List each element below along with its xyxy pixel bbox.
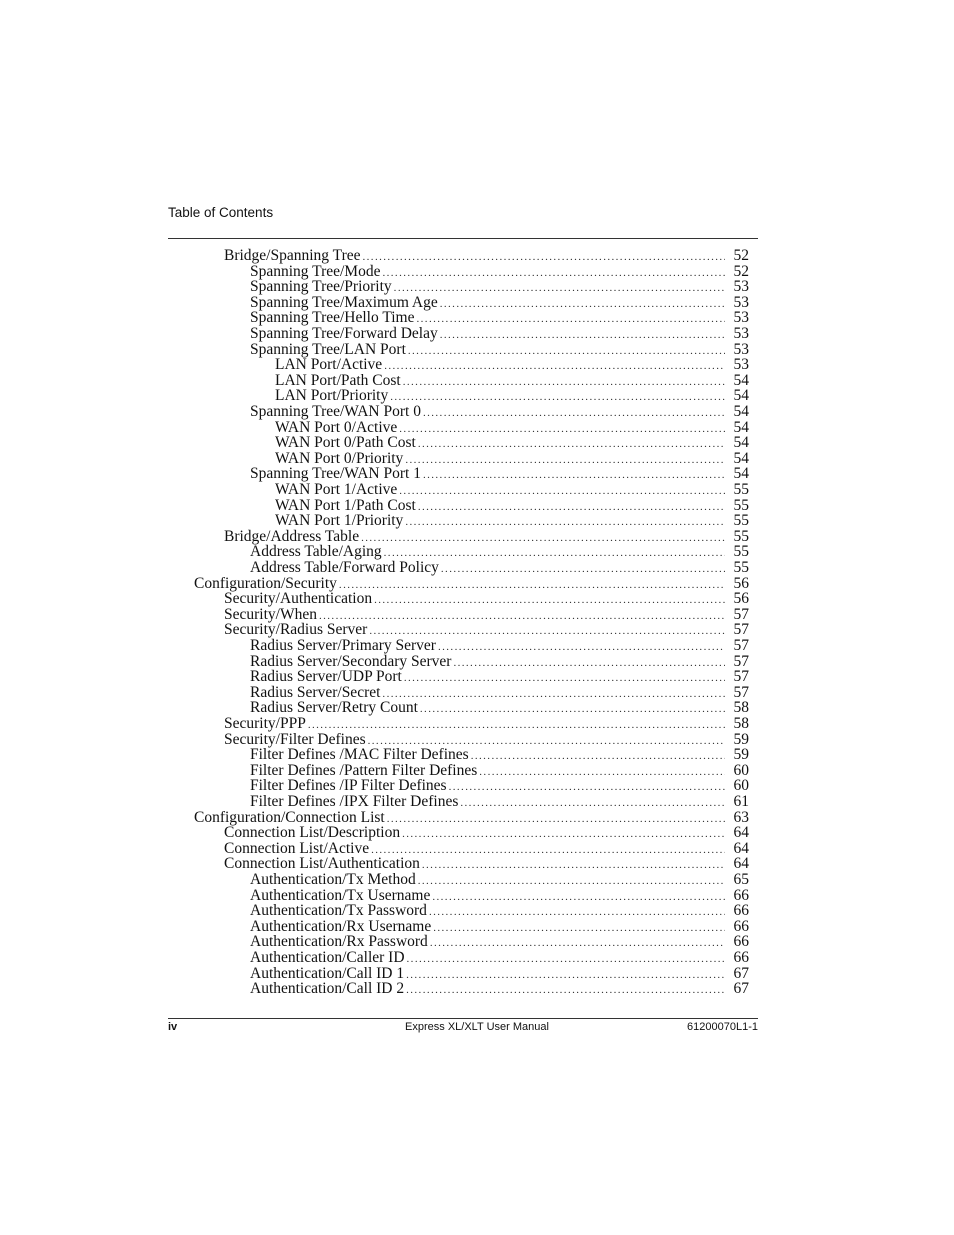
toc-entry-page: 64: [733, 855, 749, 873]
toc-entry[interactable]: [224, 856, 749, 872]
toc-dot-leader: [417, 311, 726, 327]
toc-entry[interactable]: [250, 700, 749, 716]
toc-entry-label: Radius Server/Primary Server: [250, 637, 436, 654]
toc-dot-leader: [440, 327, 725, 343]
toc-dot-leader: [449, 779, 725, 795]
toc-dot-leader: [441, 561, 725, 577]
toc-dot-leader: [418, 873, 725, 889]
toc-entry-label: Connection List/Authentication: [224, 855, 420, 873]
toc-entry-label: Authentication/Call ID 2: [250, 980, 405, 998]
toc-dot-leader: [440, 296, 725, 312]
toc-entry[interactable]: [224, 529, 749, 545]
toc-entry-page: 66: [733, 917, 749, 935]
toc-entry[interactable]: [224, 622, 749, 638]
toc-dot-leader: [361, 530, 725, 546]
toc-entry[interactable]: [250, 950, 749, 966]
toc-dot-leader: [399, 421, 725, 437]
toc-entry-page: 59: [733, 730, 749, 748]
toc-entry-label: Filter Defines /MAC Filter Defines: [250, 746, 469, 764]
toc-entry[interactable]: [250, 404, 749, 420]
toc-entry[interactable]: [275, 482, 749, 498]
toc-entry-page: 53: [733, 293, 749, 311]
toc-dot-leader: [471, 748, 725, 764]
toc-entry-page: 66: [733, 933, 749, 951]
toc-dot-leader: [394, 280, 725, 296]
toc-entry[interactable]: [250, 560, 749, 576]
toc-dot-leader: [422, 857, 725, 873]
toc-entry[interactable]: [250, 747, 749, 763]
toc-entry-label: LAN Port/Priority: [275, 387, 389, 405]
toc-entry-label: WAN Port 0/Priority: [275, 449, 404, 467]
toc-entry[interactable]: [275, 420, 749, 436]
toc-entry[interactable]: [250, 654, 749, 670]
toc-entry-label: Configuration/Connection List: [194, 808, 385, 826]
toc-entry[interactable]: [275, 435, 749, 451]
toc-dot-leader: [423, 405, 725, 421]
footer-manual-title: Express XL/XLT User Manual: [405, 1021, 549, 1033]
toc-entry-label: Bridge/Spanning Tree: [224, 247, 361, 264]
toc-dot-leader: [420, 701, 725, 717]
toc-entry-page: 57: [733, 605, 749, 623]
toc-dot-leader: [438, 639, 725, 655]
toc-entry-page: 58: [733, 715, 749, 732]
toc-entry[interactable]: [250, 888, 749, 904]
toc-entry-label: Spanning Tree/Priority: [250, 278, 392, 296]
toc-entry-page: 56: [733, 590, 749, 608]
toc-entry-label: WAN Port 1/Priority: [275, 512, 404, 530]
toc-entry-label: Connection List/Active: [224, 839, 370, 857]
toc-entry-label: Spanning Tree/Hello Time: [250, 309, 415, 327]
toc-entry-page: 54: [733, 403, 749, 420]
toc-entry[interactable]: [250, 981, 749, 997]
toc-dot-leader: [374, 592, 725, 608]
toc-entry[interactable]: [250, 778, 749, 794]
toc-entry-page: 65: [733, 871, 749, 888]
toc-dot-leader: [430, 935, 725, 951]
toc-entry-label: Address Table/Aging: [250, 543, 382, 561]
toc-entry-label: LAN Port/Active: [275, 356, 383, 374]
toc-entry-page: 53: [733, 340, 749, 358]
toc-entry-page: 66: [733, 902, 749, 920]
toc-entry-label: Filter Defines /Pattern Filter Defines: [250, 761, 478, 779]
toc-entry-page: 58: [733, 699, 749, 717]
toc-dot-leader: [390, 389, 725, 405]
toc-entry-page: 54: [733, 434, 749, 452]
toc-entry[interactable]: [224, 732, 749, 748]
toc-entry-page: 52: [733, 247, 749, 264]
toc-entry-page: 52: [733, 262, 749, 280]
toc-entry-label: Spanning Tree/Forward Delay: [250, 325, 438, 342]
toc-entry[interactable]: [250, 295, 749, 311]
toc-dot-leader: [319, 608, 725, 624]
toc-entry-page: 55: [733, 559, 749, 576]
toc-dot-leader: [418, 499, 725, 515]
toc-dot-leader: [405, 514, 725, 530]
toc-entry-page: 64: [733, 824, 749, 842]
toc-entry-label: Authentication/Rx Password: [250, 933, 428, 951]
toc-entry-page: 60: [733, 777, 749, 795]
toc-entry-page: 53: [733, 309, 749, 327]
toc-entry[interactable]: [224, 607, 749, 623]
toc-entry-page: 54: [733, 387, 749, 405]
toc-entry[interactable]: [224, 248, 749, 264]
toc-entry-page: 60: [733, 761, 749, 779]
toc-entry-label: LAN Port/Path Cost: [275, 371, 401, 389]
toc-entry-label: Radius Server/Retry Count: [250, 699, 418, 717]
footer-page-number: iv: [168, 1021, 178, 1033]
toc-entry-label: Address Table/Forward Policy: [250, 559, 439, 576]
toc-entry-page: 63: [733, 808, 749, 826]
toc-entry[interactable]: [250, 794, 749, 810]
toc-entry-label: Authentication/Caller ID: [250, 949, 405, 966]
toc-entry[interactable]: [250, 264, 749, 280]
toc-entry-label: WAN Port 1/Active: [275, 481, 398, 498]
toc-entry-label: Spanning Tree/WAN Port 0: [250, 403, 421, 420]
toc-entry-label: Authentication/Tx Password: [250, 902, 427, 920]
toc-entry[interactable]: [250, 903, 749, 919]
toc-dot-leader: [399, 483, 725, 499]
toc-entry[interactable]: [275, 513, 749, 529]
footer-doc-number: 61200070L1-1: [687, 1021, 758, 1033]
toc-dot-leader: [382, 265, 725, 281]
toc-dot-leader: [363, 249, 726, 265]
toc-entry[interactable]: [250, 466, 749, 482]
toc-entry-label: Authentication/Tx Method: [250, 871, 416, 888]
toc-dot-leader: [404, 670, 725, 686]
toc-dot-leader: [406, 982, 725, 998]
toc-dot-leader: [432, 889, 725, 905]
toc-entry-label: Radius Server/Secret: [250, 683, 381, 701]
toc-entry[interactable]: [250, 919, 749, 935]
page-header-title: Table of Contents: [168, 205, 274, 220]
toc-entry-page: 54: [733, 418, 749, 436]
toc-entry[interactable]: [194, 810, 749, 826]
toc-entry[interactable]: [275, 373, 749, 389]
toc-entry[interactable]: [250, 934, 749, 950]
toc-entry-page: 66: [733, 886, 749, 904]
toc-entry-page: 57: [733, 668, 749, 686]
toc-entry[interactable]: [250, 326, 749, 342]
footer-rule: [168, 1018, 758, 1019]
toc-entry[interactable]: [194, 576, 749, 592]
toc-entry-page: 53: [733, 356, 749, 374]
toc-entry-page: 67: [733, 980, 749, 998]
toc-dot-leader: [408, 343, 725, 359]
toc-entry[interactable]: [224, 825, 749, 841]
toc-dot-leader: [387, 811, 725, 827]
toc-entry[interactable]: [275, 451, 749, 467]
toc-entry-page: 55: [733, 543, 749, 561]
toc-entry-label: Spanning Tree/Maximum Age: [250, 293, 438, 311]
toc-entry-label: Filter Defines /IPX Filter Defines: [250, 793, 459, 810]
toc-entry-label: Security/PPP: [224, 715, 306, 732]
toc-entry[interactable]: [250, 966, 749, 982]
toc-entry-page: 66: [733, 949, 749, 966]
toc-dot-leader: [460, 795, 725, 811]
toc-entry-label: Security/Filter Defines: [224, 730, 366, 748]
toc-entry-page: 53: [733, 325, 749, 342]
toc-entry-label: Spanning Tree/LAN Port: [250, 340, 406, 358]
toc-entry[interactable]: [250, 544, 749, 560]
toc-entry-label: Spanning Tree/WAN Port 1: [250, 465, 421, 483]
toc-entry-label: Authentication/Tx Username: [250, 886, 431, 904]
toc-dot-leader: [479, 764, 725, 780]
toc-entry-label: Security/Radius Server: [224, 621, 368, 639]
toc-dot-leader: [407, 951, 725, 967]
toc-entry-page: 56: [733, 574, 749, 592]
toc-dot-leader: [429, 904, 725, 920]
toc-dot-leader: [403, 374, 725, 390]
toc-entry-label: Filter Defines /IP Filter Defines: [250, 777, 447, 795]
toc-entry[interactable]: [250, 685, 749, 701]
toc-dot-leader: [308, 717, 725, 733]
toc-entry[interactable]: [275, 388, 749, 404]
toc-dot-leader: [406, 967, 725, 983]
toc-entry[interactable]: [224, 841, 749, 857]
toc-entry-label: Radius Server/Secondary Server: [250, 652, 452, 670]
toc-entry[interactable]: [224, 591, 749, 607]
toc-entry-label: Connection List/Description: [224, 824, 401, 842]
toc-entry-label: Spanning Tree/Mode: [250, 262, 381, 280]
toc-dot-leader: [418, 436, 725, 452]
toc-entry-page: 57: [733, 621, 749, 639]
toc-entry[interactable]: [224, 716, 749, 732]
toc-entry[interactable]: [250, 342, 749, 358]
toc-dot-leader: [371, 842, 725, 858]
toc-entry-label: WAN Port 0/Path Cost: [275, 434, 416, 452]
toc-entry-label: Security/Authentication: [224, 590, 373, 608]
toc-entry-page: 55: [733, 512, 749, 530]
toc-entry-label: WAN Port 0/Active: [275, 418, 398, 436]
toc-entry-page: 64: [733, 839, 749, 857]
toc-entry[interactable]: [250, 872, 749, 888]
toc-entry-page: 55: [733, 481, 749, 498]
toc-entry-page: 54: [733, 371, 749, 389]
toc-entry-label: Authentication/Call ID 1: [250, 964, 405, 982]
toc-dot-leader: [433, 920, 725, 936]
toc-dot-leader: [339, 577, 725, 593]
toc-entry-page: 57: [733, 652, 749, 670]
toc-entry-label: Bridge/Address Table: [224, 527, 360, 545]
toc-entry-label: WAN Port 1/Path Cost: [275, 496, 416, 514]
toc-entry-label: Security/When: [224, 605, 317, 623]
toc-entry-page: 59: [733, 746, 749, 764]
toc-dot-leader: [453, 655, 725, 671]
toc-dot-leader: [405, 452, 725, 468]
toc-dot-leader: [402, 826, 725, 842]
toc-entry[interactable]: [250, 763, 749, 779]
toc-entry-page: 54: [733, 449, 749, 467]
toc-dot-leader: [423, 467, 725, 483]
toc-entry-label: Configuration/Security: [194, 574, 337, 592]
toc-entry-page: 55: [733, 527, 749, 545]
toc-entry-page: 54: [733, 465, 749, 483]
toc-dot-leader: [384, 358, 725, 374]
toc-entry[interactable]: [275, 357, 749, 373]
toc-entry[interactable]: [250, 310, 749, 326]
toc-entry-label: Authentication/Rx Username: [250, 917, 432, 935]
toc-entry-page: 53: [733, 278, 749, 296]
toc-dot-leader: [382, 686, 725, 702]
toc-entry[interactable]: [250, 279, 749, 295]
toc-entry-page: 57: [733, 637, 749, 654]
toc-entry-page: 55: [733, 496, 749, 514]
toc-entry-page: 61: [733, 793, 749, 810]
toc-entry-label: Radius Server/UDP Port: [250, 668, 402, 686]
header-rule: [168, 238, 758, 239]
toc-entry-page: 67: [733, 964, 749, 982]
toc-entry[interactable]: [250, 638, 749, 654]
toc-entry[interactable]: [275, 498, 749, 514]
toc-entry[interactable]: [250, 669, 749, 685]
toc-entry-page: 57: [733, 683, 749, 701]
